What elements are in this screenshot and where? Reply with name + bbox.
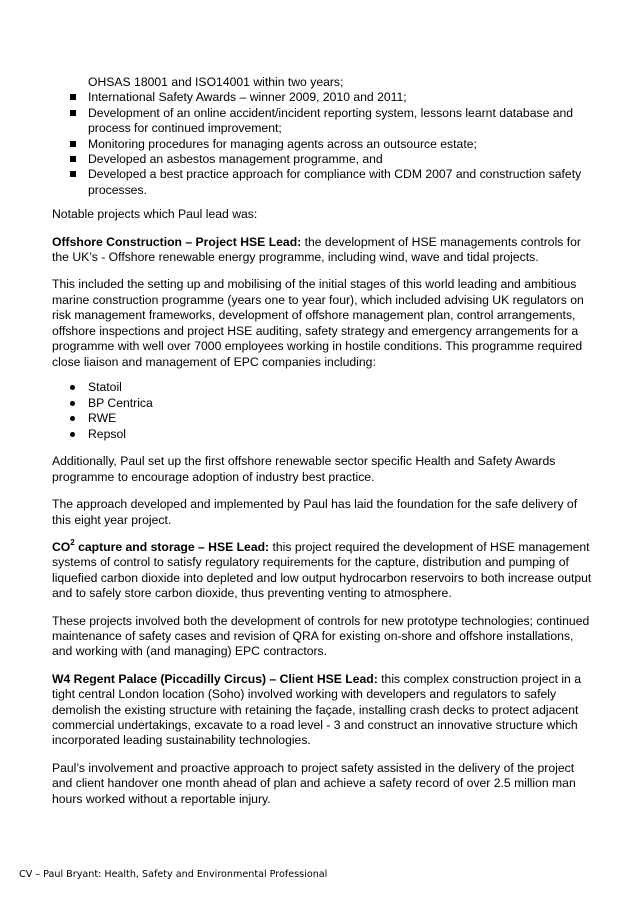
list-item [52,137,597,152]
list-item-text: Development of an online accident/incident reporting system, lessons learnt database and process for continued improvement; [88,105,574,136]
notable-intro: Notable projects which Paul lead was: [52,207,258,222]
round-bullet-icon [70,416,75,421]
list-item [52,152,597,167]
co2-paragraph [52,537,597,602]
round-bullet-icon [70,401,75,406]
w4-paragraph [52,672,597,749]
offshore-title: Offshore Construction – Project HSE Lead: [52,234,302,249]
co2-title [52,537,270,554]
square-bullet-icon [70,94,76,100]
awards-paragraph: Additionally, Paul set up the first offshore renewable sector specific Health and Safety Awards programme to encourage adoption of industry best practice. [52,454,556,484]
square-bullet-icon [70,171,76,177]
list-item [52,380,597,396]
offshore-detail-paragraph: This included the setting up and mobilising of the initial stages of this world leading and ambitious marine construction programme (years one to year four), which included advising UK regulators on risk management frameworks, development of offshore management plan, control arrangements, offshore inspections and project HSE auditing, safety strategy and emergency arrangements for a programme with well over 7000 employees working in hostile conditions. This programme required close liaison and management of EPC companies including: [52,277,584,369]
company-name: RWE [88,411,117,426]
epc-companies-list [52,380,597,442]
list-item-text: International Safety Awards – winner 2009, 2010 and 2011; [88,90,407,105]
page-footer: CV – Paul Bryant: Health, Safety and Environmental Professional [19,869,328,880]
handover-paragraph: Paul’s involvement and proactive approach to project safety assisted in the delivery of the project and client handover one month ahead of plan and achieve a safety record of over 2.5 million man hours worked without a reportable injury. [52,760,576,806]
company-name: BP Centrica [88,395,153,410]
square-bullet-icon [70,156,76,162]
list-item [52,167,597,198]
square-bullet-icon [70,141,76,147]
document-body [52,75,597,807]
co2-title-sup: 2 [70,537,75,547]
list-item [52,106,597,137]
achievements-list [52,75,597,198]
square-bullet-icon [70,110,76,116]
list-item-text: Developed a best practice approach for compliance with CDM 2007 and construction safety processes. [88,167,582,197]
list-item-text: Monitoring procedures for managing agents across an outsource estate; [88,136,477,151]
company-name: Statoil [88,379,122,394]
w4-text: this complex construction project in a tight central London location (Soho) involved working with developers and regulators to safely demolish the existing structure with retaining the façade, installing crash decks to protect adjacent commercial undertakings, excavate to a road level - 3 and construct an innovative structure which incorporated leading sustainability technologies. [52,671,581,748]
list-item [52,90,597,105]
w4-title: W4 Regent Palace (Piccadilly Circus) – Client HSE Lead: [52,671,378,686]
company-name: Repsol [88,426,126,441]
round-bullet-icon [70,432,75,437]
foundation-paragraph: The approach developed and implemented by Paul has laid the foundation for the safe delivery of this eight year project. [52,497,578,527]
list-item-text: Developed an asbestos management programme, and [88,152,383,167]
offshore-text: the development of HSE managements controls for the UK’s - Offshore renewable energy programme, including wind, wave and tidal projects. [52,234,581,265]
co2-title-suffix: capture and storage – HSE Lead: [74,539,270,554]
prototype-paragraph: These projects involved both the development of controls for new prototype technologies; continued maintenance of safety cases and revision of QRA for existing on-shore and offshore installations, and working with (and managing) EPC contractors. [52,613,590,659]
list-item [52,411,597,427]
co2-title-prefix: CO [52,539,71,554]
list-item-continuation: OHSAS 18001 and ISO14001 within two years; [88,75,344,89]
co2-text: this project required the development of HSE management systems of control to satisfy regulatory requirements for the capture, distribution and pumping of liquefied carbon dioxide into depleted and low output hydrocarbon reservoirs to both increase output and to safely store carbon dioxide, thus preventing venting to atmosphere. [52,539,592,601]
list-item [52,396,597,412]
offshore-paragraph [52,235,597,266]
round-bullet-icon [70,385,75,390]
list-item [52,427,597,443]
